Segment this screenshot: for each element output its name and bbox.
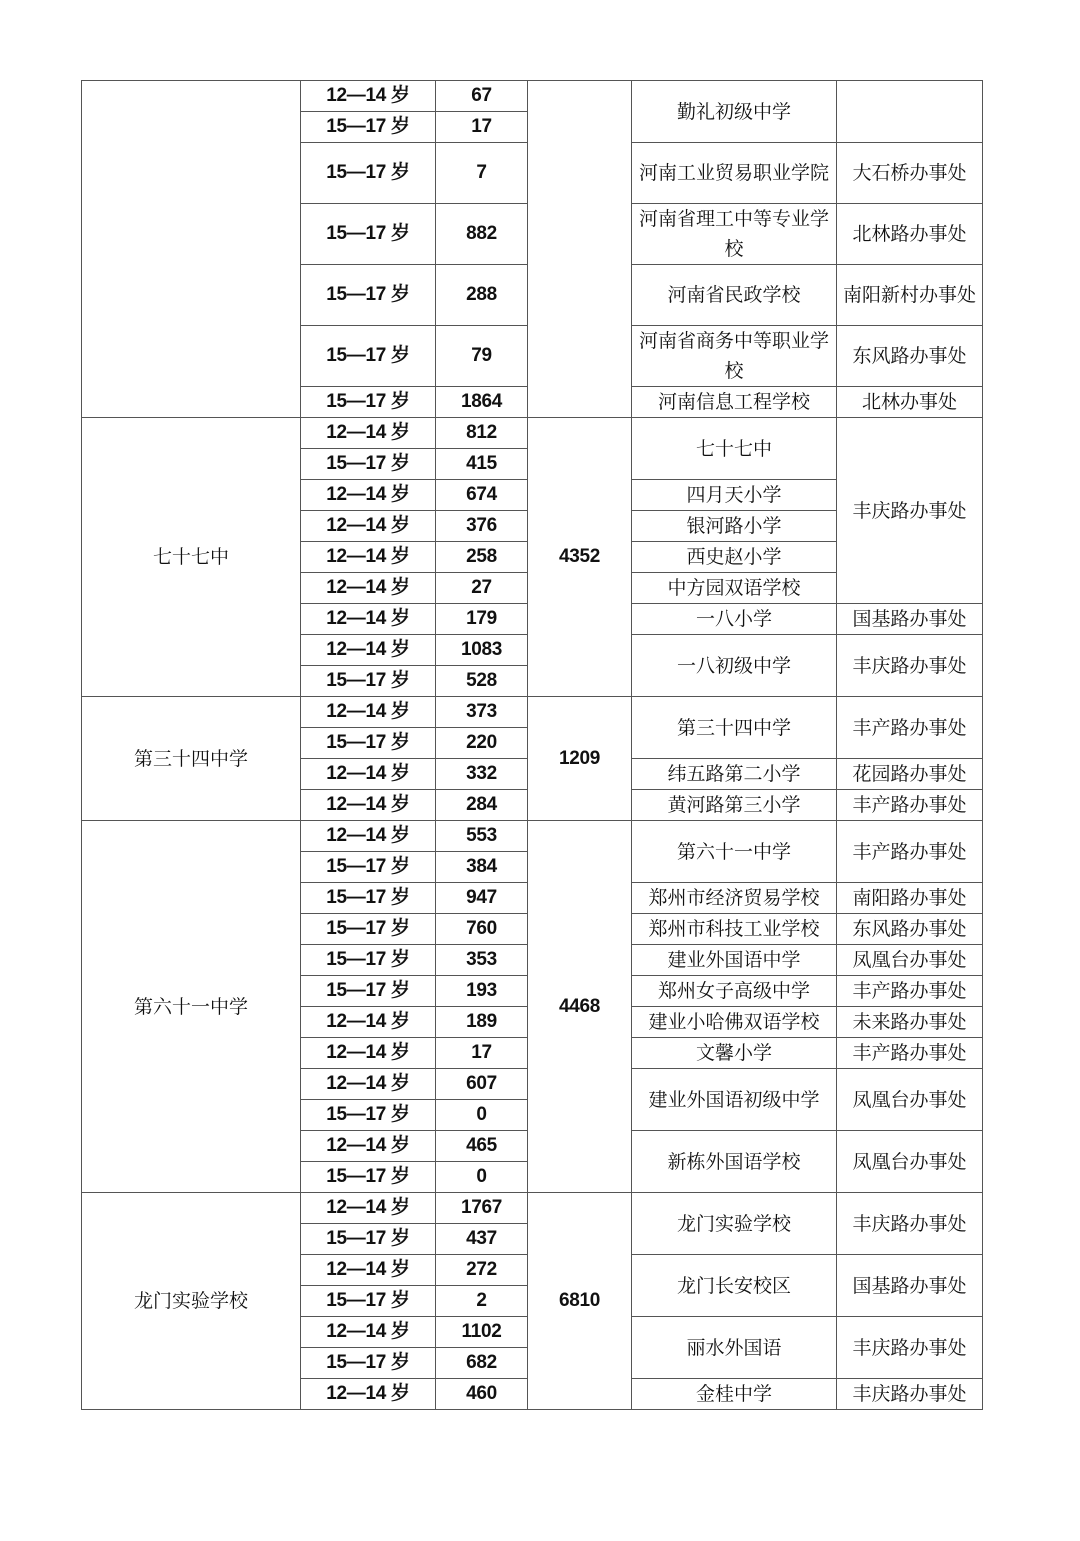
sub-district-office-cell: 未来路办事处 (837, 1007, 983, 1038)
student-count-cell: 0 (436, 1162, 528, 1193)
student-count-cell: 384 (436, 852, 528, 883)
age-range-cell: 12—14 岁 (301, 511, 436, 542)
age-range-cell: 15—17 岁 (301, 1348, 436, 1379)
sub-district-office-cell: 北林办事处 (837, 387, 983, 418)
zone-total-cell: 1209 (528, 697, 632, 821)
table-row (82, 1193, 983, 1224)
student-count-cell: 553 (436, 821, 528, 852)
age-range-cell: 15—17 岁 (301, 326, 436, 387)
student-count-cell: 272 (436, 1255, 528, 1286)
age-range-cell: 12—14 岁 (301, 1193, 436, 1224)
age-range-cell: 12—14 岁 (301, 1069, 436, 1100)
student-count-cell: 373 (436, 697, 528, 728)
student-count-cell: 353 (436, 945, 528, 976)
student-count-cell: 1102 (436, 1317, 528, 1348)
student-count-cell: 437 (436, 1224, 528, 1255)
student-count-cell: 882 (436, 204, 528, 265)
student-count-cell: 179 (436, 604, 528, 635)
student-count-cell: 27 (436, 573, 528, 604)
school-name-cell: 西史赵小学 (632, 542, 837, 573)
age-range-cell: 12—14 岁 (301, 1038, 436, 1069)
sub-district-office-cell: 东风路办事处 (837, 326, 983, 387)
age-range-cell: 12—14 岁 (301, 1379, 436, 1410)
zone-total-cell: 4468 (528, 821, 632, 1193)
sub-district-office-cell: 国基路办事处 (837, 1255, 983, 1317)
student-count-cell: 1083 (436, 635, 528, 666)
sub-district-office-cell (837, 81, 983, 143)
sub-district-office-cell: 丰庆路办事处 (837, 1379, 983, 1410)
zone-school-cell: 第六十一中学 (82, 821, 301, 1193)
student-count-cell: 79 (436, 326, 528, 387)
school-name-cell: 龙门长安校区 (632, 1255, 837, 1317)
student-count-cell: 7 (436, 143, 528, 204)
sub-district-office-cell: 丰庆路办事处 (837, 418, 983, 604)
sub-district-office-cell: 凤凰台办事处 (837, 1069, 983, 1131)
school-name-cell: 银河路小学 (632, 511, 837, 542)
age-range-cell: 12—14 岁 (301, 635, 436, 666)
age-range-cell: 12—14 岁 (301, 1131, 436, 1162)
school-name-cell: 金桂中学 (632, 1379, 837, 1410)
age-range-cell: 12—14 岁 (301, 418, 436, 449)
sub-district-office-cell: 丰庆路办事处 (837, 1193, 983, 1255)
table-row (82, 697, 983, 728)
sub-district-office-cell: 北林路办事处 (837, 204, 983, 265)
student-count-cell: 607 (436, 1069, 528, 1100)
student-count-cell: 760 (436, 914, 528, 945)
age-range-cell: 15—17 岁 (301, 1100, 436, 1131)
student-count-cell: 220 (436, 728, 528, 759)
sub-district-office-cell: 花园路办事处 (837, 759, 983, 790)
table-row (82, 81, 983, 112)
table-body (82, 81, 983, 1410)
student-count-cell: 947 (436, 883, 528, 914)
school-name-cell: 建业外国语中学 (632, 945, 837, 976)
age-range-cell: 12—14 岁 (301, 573, 436, 604)
age-range-cell: 12—14 岁 (301, 1317, 436, 1348)
school-name-cell: 第六十一中学 (632, 821, 837, 883)
student-count-cell: 17 (436, 112, 528, 143)
zone-total-cell: 6810 (528, 1193, 632, 1410)
sub-district-office-cell: 南阳新村办事处 (837, 265, 983, 326)
school-name-cell: 郑州市科技工业学校 (632, 914, 837, 945)
school-name-cell: 河南工业贸易职业学院 (632, 143, 837, 204)
student-count-cell: 1767 (436, 1193, 528, 1224)
age-range-cell: 15—17 岁 (301, 852, 436, 883)
age-range-cell: 15—17 岁 (301, 728, 436, 759)
school-name-cell: 河南信息工程学校 (632, 387, 837, 418)
school-name-cell: 黄河路第三小学 (632, 790, 837, 821)
zone-school-cell: 龙门实验学校 (82, 1193, 301, 1410)
sub-district-office-cell: 东风路办事处 (837, 914, 983, 945)
school-name-cell: 七十七中 (632, 418, 837, 480)
table-row (82, 418, 983, 449)
age-range-cell: 12—14 岁 (301, 821, 436, 852)
age-range-cell: 15—17 岁 (301, 666, 436, 697)
enrollment-zone-table (81, 80, 983, 1410)
zone-total-cell: 4352 (528, 418, 632, 697)
student-count-cell: 460 (436, 1379, 528, 1410)
student-count-cell: 674 (436, 480, 528, 511)
age-range-cell: 12—14 岁 (301, 790, 436, 821)
sub-district-office-cell: 丰产路办事处 (837, 976, 983, 1007)
student-count-cell: 0 (436, 1100, 528, 1131)
school-name-cell: 河南省理工中等专业学校 (632, 204, 837, 265)
school-name-cell: 郑州女子高级中学 (632, 976, 837, 1007)
age-range-cell: 15—17 岁 (301, 387, 436, 418)
school-name-cell: 第三十四中学 (632, 697, 837, 759)
school-name-cell: 勤礼初级中学 (632, 81, 837, 143)
sub-district-office-cell: 国基路办事处 (837, 604, 983, 635)
age-range-cell: 15—17 岁 (301, 914, 436, 945)
sub-district-office-cell: 凤凰台办事处 (837, 1131, 983, 1193)
student-count-cell: 2 (436, 1286, 528, 1317)
age-range-cell: 12—14 岁 (301, 81, 436, 112)
sub-district-office-cell: 南阳路办事处 (837, 883, 983, 914)
school-name-cell: 一八初级中学 (632, 635, 837, 697)
school-name-cell: 四月天小学 (632, 480, 837, 511)
age-range-cell: 15—17 岁 (301, 1286, 436, 1317)
school-name-cell: 建业小哈佛双语学校 (632, 1007, 837, 1038)
zone-school-cell: 第三十四中学 (82, 697, 301, 821)
age-range-cell: 15—17 岁 (301, 204, 436, 265)
school-name-cell: 丽水外国语 (632, 1317, 837, 1379)
school-name-cell: 郑州市经济贸易学校 (632, 883, 837, 914)
sub-district-office-cell: 丰庆路办事处 (837, 1317, 983, 1379)
sub-district-office-cell: 丰产路办事处 (837, 697, 983, 759)
student-count-cell: 17 (436, 1038, 528, 1069)
student-count-cell: 465 (436, 1131, 528, 1162)
age-range-cell: 12—14 岁 (301, 542, 436, 573)
sub-district-office-cell: 凤凰台办事处 (837, 945, 983, 976)
age-range-cell: 15—17 岁 (301, 976, 436, 1007)
zone-school-cell (82, 81, 301, 418)
zone-school-cell: 七十七中 (82, 418, 301, 697)
age-range-cell: 12—14 岁 (301, 480, 436, 511)
student-count-cell: 376 (436, 511, 528, 542)
age-range-cell: 12—14 岁 (301, 1007, 436, 1038)
student-count-cell: 258 (436, 542, 528, 573)
zone-total-cell (528, 81, 632, 418)
school-name-cell: 新栋外国语学校 (632, 1131, 837, 1193)
school-name-cell: 建业外国语初级中学 (632, 1069, 837, 1131)
age-range-cell: 15—17 岁 (301, 449, 436, 480)
student-count-cell: 332 (436, 759, 528, 790)
age-range-cell: 12—14 岁 (301, 1255, 436, 1286)
age-range-cell: 15—17 岁 (301, 143, 436, 204)
school-name-cell: 一八小学 (632, 604, 837, 635)
sub-district-office-cell: 丰产路办事处 (837, 790, 983, 821)
sub-district-office-cell: 丰产路办事处 (837, 821, 983, 883)
age-range-cell: 15—17 岁 (301, 945, 436, 976)
student-count-cell: 812 (436, 418, 528, 449)
school-name-cell: 龙门实验学校 (632, 1193, 837, 1255)
sub-district-office-cell: 丰产路办事处 (837, 1038, 983, 1069)
student-count-cell: 288 (436, 265, 528, 326)
age-range-cell: 15—17 岁 (301, 1224, 436, 1255)
school-name-cell: 中方园双语学校 (632, 573, 837, 604)
table-row (82, 821, 983, 852)
sub-district-office-cell: 丰庆路办事处 (837, 635, 983, 697)
school-name-cell: 河南省民政学校 (632, 265, 837, 326)
student-count-cell: 415 (436, 449, 528, 480)
age-range-cell: 12—14 岁 (301, 697, 436, 728)
student-count-cell: 189 (436, 1007, 528, 1038)
student-count-cell: 193 (436, 976, 528, 1007)
school-name-cell: 文馨小学 (632, 1038, 837, 1069)
age-range-cell: 15—17 岁 (301, 265, 436, 326)
student-count-cell: 284 (436, 790, 528, 821)
age-range-cell: 15—17 岁 (301, 883, 436, 914)
school-name-cell: 河南省商务中等职业学校 (632, 326, 837, 387)
school-name-cell: 纬五路第二小学 (632, 759, 837, 790)
student-count-cell: 682 (436, 1348, 528, 1379)
student-count-cell: 528 (436, 666, 528, 697)
student-count-cell: 1864 (436, 387, 528, 418)
age-range-cell: 12—14 岁 (301, 604, 436, 635)
age-range-cell: 12—14 岁 (301, 759, 436, 790)
student-count-cell: 67 (436, 81, 528, 112)
sub-district-office-cell: 大石桥办事处 (837, 143, 983, 204)
age-range-cell: 15—17 岁 (301, 112, 436, 143)
age-range-cell: 15—17 岁 (301, 1162, 436, 1193)
